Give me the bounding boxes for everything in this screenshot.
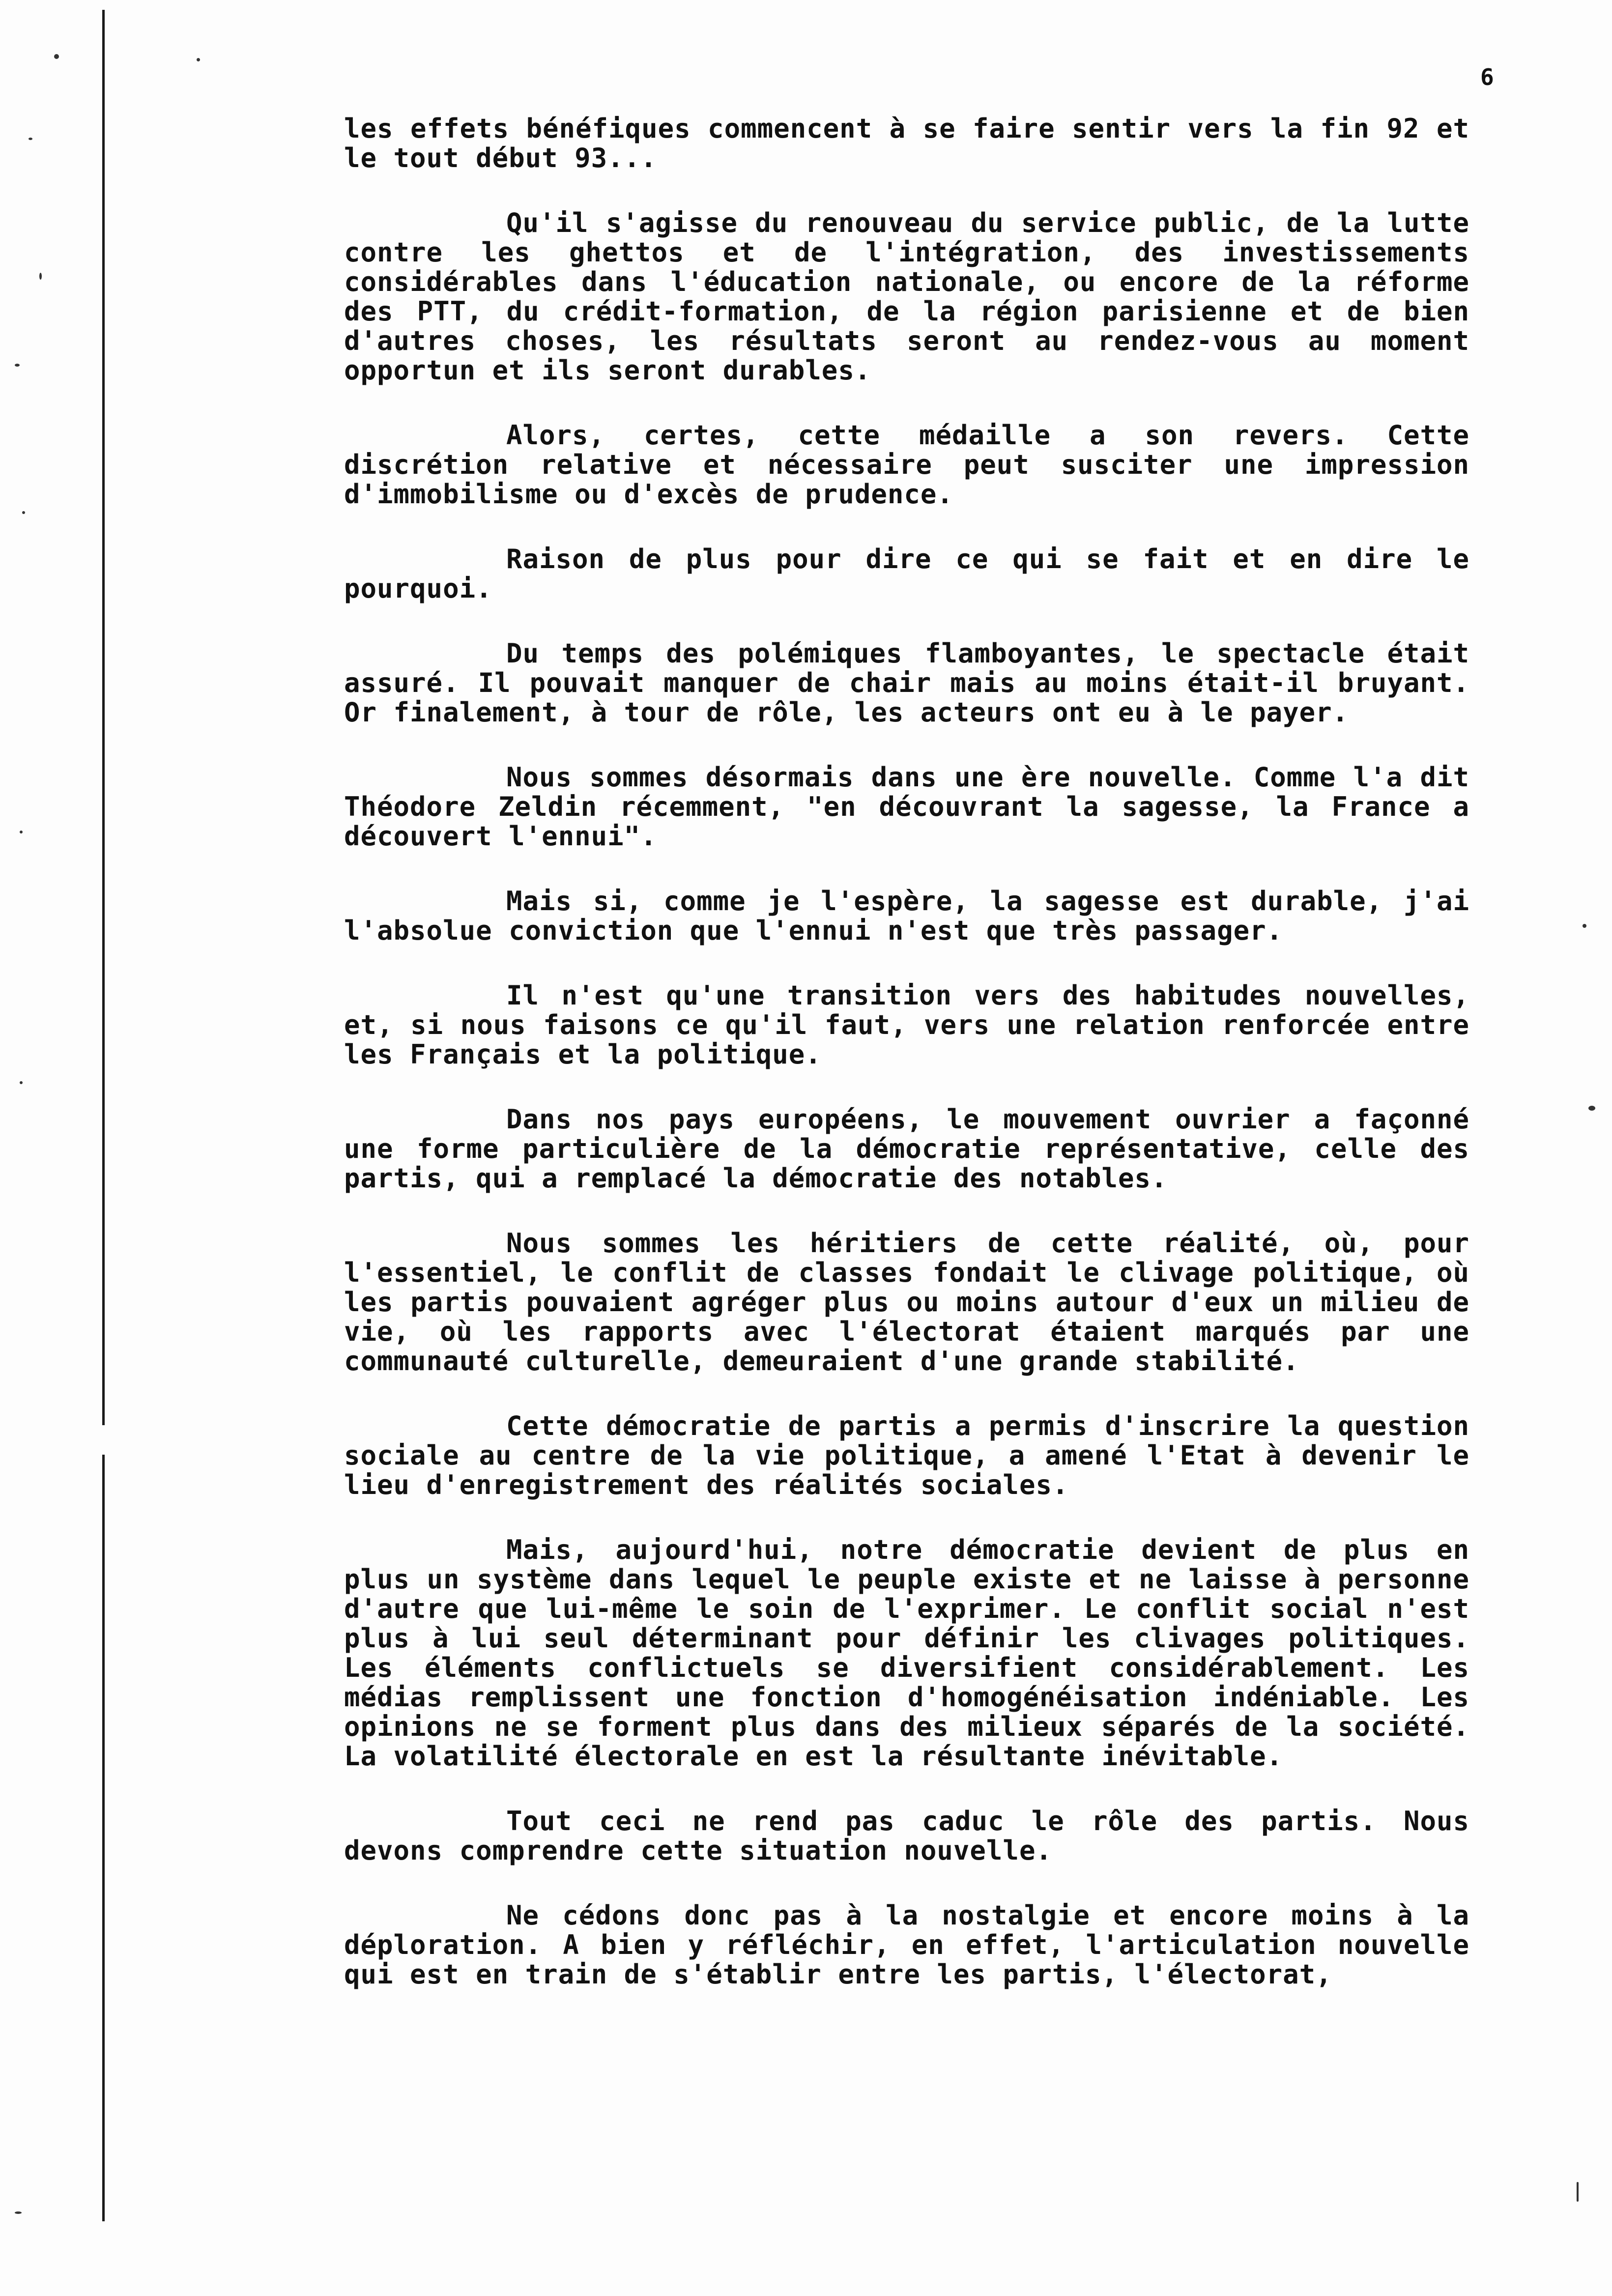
paragraph-8: Il n'est qu'une transition vers des habitudes nouvelles, et, si nous faisons ce qu'il faut, vers une relation renforcée entre les Français et la politique. — [344, 980, 1469, 1070]
scan-speck — [1588, 1106, 1595, 1111]
paragraph-11: Cette démocratie de partis a permis d'inscrire la question sociale au centre de la vie politique, a amené l'Etat à devenir le lieu d'enregistrement des réalités sociales. — [344, 1410, 1469, 1500]
scan-speck — [15, 2211, 22, 2214]
paragraph-5: Du temps des polémiques flamboyantes, le spectacle était assuré. Il pouvait manquer de chair mais au moins était-il bruyant. Or finalement, à tour de rôle, les acteurs ont eu à le payer. — [344, 638, 1469, 728]
paragraph-1: les effets bénéfiques commencent à se faire sentir vers la fin 92 et le tout début 93... — [344, 113, 1469, 173]
scan-speck — [1577, 2182, 1579, 2202]
scan-speck — [20, 1081, 23, 1084]
scan-speck — [15, 364, 20, 367]
paragraph-14: Ne cédons donc pas à la nostalgie et encore moins à la déploration. A bien y réfléchir, en effet, l'articulation nouvelle qui est en train de s'établir entre les partis, l'électorat, — [344, 1900, 1469, 1990]
left-margin-rule-lower — [102, 1455, 105, 2221]
paragraph-10: Nous sommes les héritiers de cette réalité, où, pour l'essentiel, le conflit de classes fondait le clivage politique, où les partis pouvaient agréger plus ou moins autour d'eux un milieu de vie, où les rapports avec l'électorat étaient marqués par une communauté culturelle, demeuraient d'une grande stabilité. — [344, 1228, 1469, 1377]
scan-speck — [22, 511, 25, 514]
scan-speck — [29, 138, 32, 140]
paragraph-12: Mais, aujourd'hui, notre démocratie devient de plus en plus un système dans lequel le peuple existe et ne laisse à personne d'autre que lui-même le soin de l'exprimer. Le conflit social n'est plus à lui seul déterminant pour définir les clivages politiques. Les éléments conflictuels se diversifient considérablement. Les médias remplissent une fonction d'homogénéisation indéniable. Les opinions ne se forment plus dans des milieux séparés de la société. La volatilité électorale en est la résultante inévitable. — [344, 1534, 1469, 1772]
paragraph-6: Nous sommes désormais dans une ère nouvelle. Comme l'a dit Théodore Zeldin récemment, "en découvrant la sagesse, la France a découvert l'ennui". — [344, 762, 1469, 852]
paragraph-3: Alors, certes, cette médaille a son revers. Cette discrétion relative et nécessaire peut susciter une impression d'immobilisme ou d'excès de prudence. — [344, 420, 1469, 510]
page-number: 6 — [1480, 64, 1494, 90]
paragraph-13: Tout ceci ne rend pas caduc le rôle des partis. Nous devons comprendre cette situation nouvelle. — [344, 1806, 1469, 1866]
scan-speck — [20, 831, 23, 833]
paragraph-4: Raison de plus pour dire ce qui se fait et en dire le pourquoi. — [344, 544, 1469, 604]
paragraph-9: Dans nos pays européens, le mouvement ouvrier a façonné une forme particulière de la démocratie représentative, celle des partis, qui a remplacé la démocratie des notables. — [344, 1104, 1469, 1194]
scan-speck — [197, 58, 200, 61]
scan-speck — [54, 54, 59, 59]
scan-speck — [1583, 924, 1586, 928]
paragraph-2: Qu'il s'agisse du renouveau du service public, de la lutte contre les ghettos et de l'intégration, des investissements considérables dans l'éducation nationale, ou encore de la réforme des PTT, du crédit-formation, de la région parisienne et de bien d'autres choses, les résultats seront au rendez-vous au moment opportun et ils seront durables. — [344, 207, 1469, 386]
paragraph-7: Mais si, comme je l'espère, la sagesse est durable, j'ai l'absolue conviction que l'ennui n'est que très passager. — [344, 886, 1469, 946]
scan-speck — [39, 273, 42, 280]
body-text — [344, 114, 1469, 2025]
left-margin-rule — [102, 10, 105, 1425]
